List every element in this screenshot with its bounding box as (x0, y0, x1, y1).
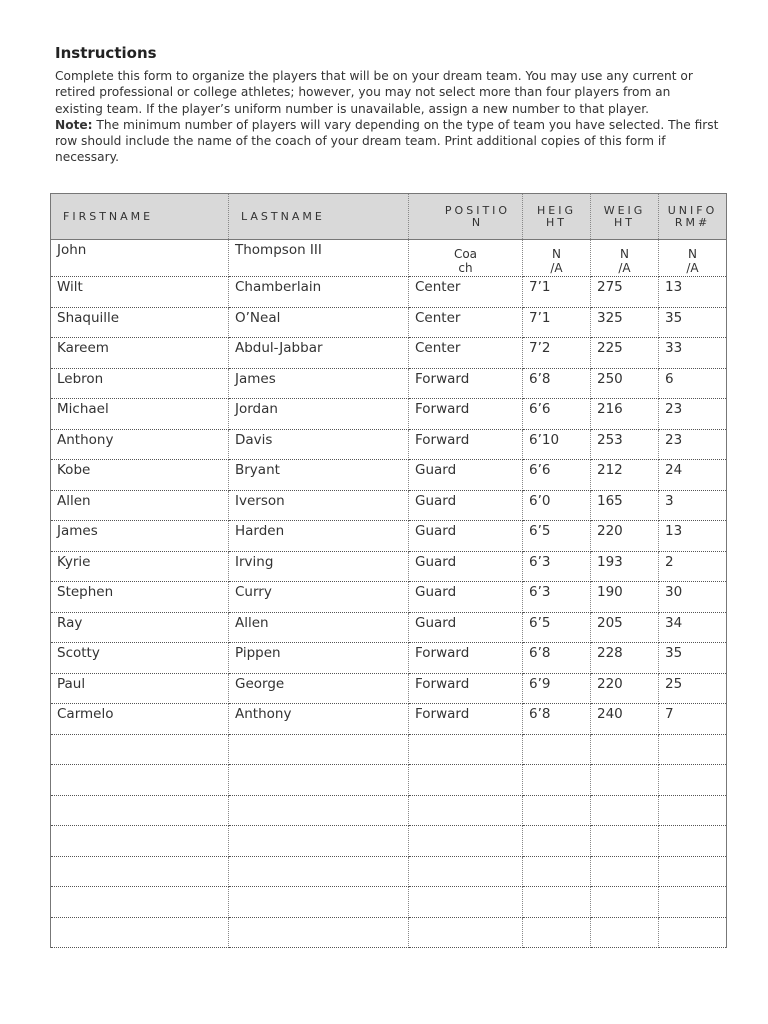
table-row (51, 765, 727, 796)
cell-uniform[interactable]: 23 (659, 399, 727, 430)
cell-uniform[interactable]: 7 (659, 704, 727, 735)
cell-position[interactable]: Center (409, 338, 523, 369)
table-row (51, 856, 727, 887)
cell-weight[interactable]: 190 (591, 582, 659, 613)
table-row (51, 429, 727, 460)
cell-last[interactable]: Irving (229, 551, 409, 582)
cell-height[interactable]: 7’1 (523, 277, 591, 308)
cell-uniform[interactable]: 34 (659, 612, 727, 643)
coach-lastname[interactable]: Thompson III (229, 240, 409, 277)
cell-height[interactable]: 6’3 (523, 582, 591, 613)
cell-height[interactable]: 6’0 (523, 490, 591, 521)
cell-weight[interactable]: 220 (591, 521, 659, 552)
cell-position[interactable]: Guard (409, 551, 523, 582)
table-row (51, 643, 727, 674)
cell-uniform[interactable] (659, 917, 727, 948)
cell-weight[interactable] (591, 765, 659, 796)
cell-first[interactable] (51, 826, 229, 857)
instructions-text (55, 68, 720, 166)
cell-last[interactable]: George (229, 673, 409, 704)
cell-uniform[interactable]: 35 (659, 643, 727, 674)
cell-position[interactable]: Guard (409, 460, 523, 491)
cell-uniform[interactable]: 23 (659, 429, 727, 460)
cell-first[interactable]: Lebron (51, 368, 229, 399)
cell-last[interactable] (229, 765, 409, 796)
cell-first[interactable]: Kyrie (51, 551, 229, 582)
cell-height[interactable]: 6’6 (523, 399, 591, 430)
cell-last[interactable] (229, 887, 409, 918)
cell-weight[interactable] (591, 826, 659, 857)
cell-weight[interactable]: 205 (591, 612, 659, 643)
cell-first[interactable]: Kareem (51, 338, 229, 369)
cell-last[interactable]: Chamberlain (229, 277, 409, 308)
cell-weight[interactable]: 225 (591, 338, 659, 369)
cell-height[interactable]: 6’8 (523, 368, 591, 399)
header-uniform: UNIFO RM# (659, 194, 727, 240)
cell-first[interactable] (51, 887, 229, 918)
cell-weight[interactable]: 250 (591, 368, 659, 399)
cell-last[interactable]: Bryant (229, 460, 409, 491)
cell-weight[interactable]: 228 (591, 643, 659, 674)
cell-height[interactable] (523, 734, 591, 765)
cell-height[interactable]: 6’9 (523, 673, 591, 704)
cell-height[interactable] (523, 795, 591, 826)
cell-height[interactable]: 7’1 (523, 307, 591, 338)
cell-last[interactable]: James (229, 368, 409, 399)
table-row (51, 338, 727, 369)
instructions-heading: Instructions (55, 44, 157, 62)
cell-first[interactable] (51, 734, 229, 765)
header-height: HEIG HT (523, 194, 591, 240)
cell-first[interactable] (51, 856, 229, 887)
header-lastname: LASTNAME (229, 194, 409, 240)
cell-position[interactable]: Guard (409, 490, 523, 521)
coach-row (51, 240, 727, 277)
cell-height[interactable]: 6’5 (523, 612, 591, 643)
cell-last[interactable] (229, 826, 409, 857)
cell-first[interactable]: Wilt (51, 277, 229, 308)
cell-first[interactable]: Paul (51, 673, 229, 704)
cell-uniform[interactable]: 24 (659, 460, 727, 491)
cell-position[interactable]: Forward (409, 643, 523, 674)
cell-position[interactable]: Guard (409, 521, 523, 552)
cell-weight[interactable] (591, 734, 659, 765)
cell-position[interactable]: Center (409, 307, 523, 338)
cell-weight[interactable]: 220 (591, 673, 659, 704)
cell-uniform[interactable]: 2 (659, 551, 727, 582)
table-row (51, 521, 727, 552)
table-row (51, 887, 727, 918)
cell-first[interactable]: James (51, 521, 229, 552)
cell-height[interactable]: 6’5 (523, 521, 591, 552)
cell-first[interactable]: Ray (51, 612, 229, 643)
cell-position[interactable]: Forward (409, 704, 523, 735)
cell-weight[interactable]: 325 (591, 307, 659, 338)
cell-last[interactable]: Anthony (229, 704, 409, 735)
cell-uniform[interactable] (659, 795, 727, 826)
cell-first[interactable]: Anthony (51, 429, 229, 460)
table-row (51, 399, 727, 430)
cell-last[interactable]: Abdul-Jabbar (229, 338, 409, 369)
cell-weight[interactable] (591, 887, 659, 918)
cell-first[interactable]: Stephen (51, 582, 229, 613)
coach-height[interactable]: N /A (523, 240, 591, 277)
cell-position[interactable]: Forward (409, 368, 523, 399)
cell-uniform[interactable]: 33 (659, 338, 727, 369)
table-row (51, 582, 727, 613)
note-text: The minimum number of players will vary depending on the type of team you have selected. The first row should include the name of the coach of your dream team. Print additional copies of this form if necessary. (55, 117, 719, 165)
cell-position[interactable]: Forward (409, 429, 523, 460)
cell-first[interactable]: Scotty (51, 643, 229, 674)
cell-position[interactable] (409, 856, 523, 887)
table-row (51, 307, 727, 338)
cell-uniform[interactable]: 30 (659, 582, 727, 613)
cell-position[interactable]: Forward (409, 673, 523, 704)
cell-height[interactable] (523, 765, 591, 796)
cell-first[interactable] (51, 795, 229, 826)
table-header-row (51, 194, 727, 240)
cell-weight[interactable]: 253 (591, 429, 659, 460)
cell-uniform[interactable] (659, 734, 727, 765)
cell-weight[interactable]: 275 (591, 277, 659, 308)
cell-uniform[interactable]: 13 (659, 277, 727, 308)
header-firstname: FIRSTNAME (51, 194, 229, 240)
cell-last[interactable] (229, 856, 409, 887)
cell-position[interactable] (409, 917, 523, 948)
cell-uniform[interactable] (659, 826, 727, 857)
table-row (51, 490, 727, 521)
cell-first[interactable]: Michael (51, 399, 229, 430)
cell-last[interactable] (229, 734, 409, 765)
table-row (51, 460, 727, 491)
cell-position[interactable] (409, 734, 523, 765)
cell-last[interactable]: Iverson (229, 490, 409, 521)
cell-last[interactable] (229, 917, 409, 948)
table-row (51, 277, 727, 308)
cell-uniform[interactable]: 6 (659, 368, 727, 399)
instructions-body: Complete this form to organize the players that will be on your dream team. You may use any current or retired professional or college athletes; however, you may not select more than four players from an existing team. If the player’s uniform number is unavailable, assign a new number to that player. (55, 69, 693, 116)
table-row (51, 704, 727, 735)
cell-last[interactable]: Pippen (229, 643, 409, 674)
header-position: POSITIO N (409, 194, 523, 240)
cell-first[interactable] (51, 765, 229, 796)
cell-height[interactable] (523, 826, 591, 857)
cell-last[interactable] (229, 795, 409, 826)
coach-uniform[interactable]: N /A (659, 240, 727, 277)
cell-last[interactable]: Harden (229, 521, 409, 552)
instructions-section (55, 44, 720, 166)
table-row (51, 612, 727, 643)
table-row (51, 917, 727, 948)
table-row (51, 734, 727, 765)
cell-weight[interactable]: 193 (591, 551, 659, 582)
cell-height[interactable]: 6’8 (523, 704, 591, 735)
cell-first[interactable]: Allen (51, 490, 229, 521)
cell-uniform[interactable]: 13 (659, 521, 727, 552)
cell-height[interactable]: 6’6 (523, 460, 591, 491)
cell-position[interactable]: Forward (409, 399, 523, 430)
cell-first[interactable] (51, 917, 229, 948)
cell-first[interactable]: Carmelo (51, 704, 229, 735)
cell-uniform[interactable]: 35 (659, 307, 727, 338)
cell-last[interactable]: Curry (229, 582, 409, 613)
cell-height[interactable]: 6’8 (523, 643, 591, 674)
cell-position[interactable]: Center (409, 277, 523, 308)
coach-firstname[interactable]: John (51, 240, 229, 277)
cell-height[interactable] (523, 917, 591, 948)
cell-weight[interactable] (591, 856, 659, 887)
cell-last[interactable]: Allen (229, 612, 409, 643)
cell-first[interactable]: Shaquille (51, 307, 229, 338)
cell-uniform[interactable]: 3 (659, 490, 727, 521)
cell-last[interactable]: Davis (229, 429, 409, 460)
cell-weight[interactable]: 165 (591, 490, 659, 521)
cell-height[interactable] (523, 856, 591, 887)
cell-position[interactable] (409, 826, 523, 857)
table-row (51, 673, 727, 704)
cell-height[interactable]: 6’10 (523, 429, 591, 460)
cell-uniform[interactable] (659, 765, 727, 796)
cell-weight[interactable] (591, 917, 659, 948)
cell-height[interactable]: 7’2 (523, 338, 591, 369)
cell-weight[interactable] (591, 795, 659, 826)
header-weight: WEIG HT (591, 194, 659, 240)
cell-position[interactable]: Guard (409, 582, 523, 613)
table-row (51, 551, 727, 582)
cell-height[interactable] (523, 887, 591, 918)
cell-last[interactable]: Jordan (229, 399, 409, 430)
cell-position[interactable] (409, 795, 523, 826)
cell-weight[interactable]: 240 (591, 704, 659, 735)
cell-uniform[interactable] (659, 887, 727, 918)
coach-position[interactable]: Coa ch (409, 240, 523, 277)
cell-last[interactable]: O’Neal (229, 307, 409, 338)
dream-team-table (50, 193, 727, 948)
cell-first[interactable]: Kobe (51, 460, 229, 491)
cell-position[interactable] (409, 765, 523, 796)
cell-uniform[interactable] (659, 856, 727, 887)
table-row (51, 795, 727, 826)
cell-uniform[interactable]: 25 (659, 673, 727, 704)
table-row (51, 368, 727, 399)
cell-height[interactable]: 6’3 (523, 551, 591, 582)
table-row (51, 826, 727, 857)
cell-weight[interactable]: 212 (591, 460, 659, 491)
cell-position[interactable] (409, 887, 523, 918)
cell-weight[interactable]: 216 (591, 399, 659, 430)
coach-weight[interactable]: N /A (591, 240, 659, 277)
note-label: Note: (55, 117, 93, 132)
cell-position[interactable]: Guard (409, 612, 523, 643)
